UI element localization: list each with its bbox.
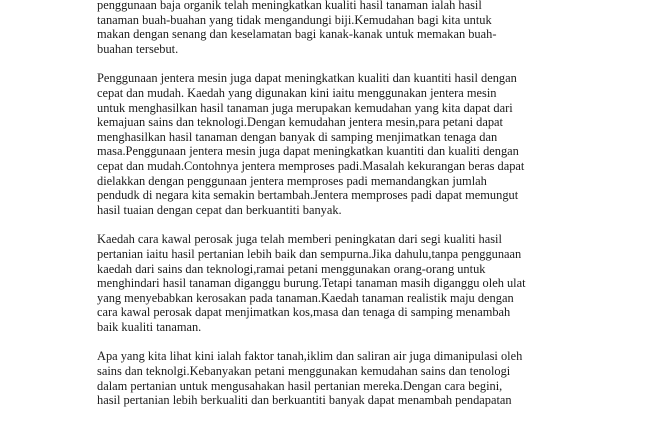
paragraph-faktor-tanah <box>97 349 567 407</box>
text-line: pendudk di negara kita semakin bertambah.Jentera memproses padi dapat memungut <box>97 188 519 203</box>
text-line: Penggunaan jentera mesin juga dapat meningkatkan kualiti dan kuantiti hasil dengan <box>97 71 517 86</box>
document-body <box>97 0 567 423</box>
text-line: pertanian iaitu hasil pertanian lebih baik dan sempurna.Jika dahulu,tanpa penggunaan <box>97 246 522 261</box>
text-line: masa.Penggunaan jentera mesin juga dapat meningkatkan kuantiti dan kualiti dengan <box>97 144 519 159</box>
text-line: makan dengan senang dan keselamatan bagi kanak-kanak untuk memakan buah- <box>97 27 497 42</box>
text-line: cepat dan mudah.Contohnya jentera memproses padi.Masalah kekurangan beras dapat <box>97 158 525 173</box>
text-line: dielakkan dengan penggunaan jentera memproses padi memandangkan jumlah <box>97 173 487 188</box>
text-line: kaedah dari sains dan teknologi,ramai petani menggunakan orang-orang untuk <box>97 261 486 276</box>
text-line: penggunaan baja organik telah meningkatkan kualiti hasil tanaman ialah hasil <box>97 0 482 12</box>
text-line: cara kawal perosak dapat menjimatkan kos,masa dan tenaga di samping menambah <box>97 305 511 320</box>
text-line: Apa yang kita lihat kini ialah faktor tanah,iklim dan saliran air juga dimanipulasi oleh <box>97 349 523 364</box>
text-line: hasil pertanian lebih berkualiti dan berkuantiti banyak dapat menambah pendapatan <box>97 393 512 408</box>
text-line: untuk menghasilkan hasil tanaman juga merupakan kemudahan yang kita dapat dari <box>97 100 513 115</box>
text-line: sains dan teknolgi.Kebanyakan petani menggunakan kemudahan sains dan tenologi <box>97 364 511 379</box>
text-line: cepat dan mudah. Kaedah yang digunakan kini iaitu menggunakan jentera mesin <box>97 85 497 100</box>
paragraph-jentera-mesin <box>97 71 567 217</box>
text-line: buahan tersebut. <box>97 41 179 56</box>
text-line: dalam pertanian untuk mengusahakan hasil pertanian mereka.Dengan cara begini, <box>97 378 503 393</box>
text-line: tanaman buah-buahan yang tidak mengandungi biji.Kemudahan bagi kita untuk <box>97 12 492 27</box>
text-line: kemajuan sains dan teknologi.Dengan kemudahan jentera mesin,para petani dapat <box>97 115 503 130</box>
paragraph-baja-organik <box>97 0 567 56</box>
text-line: yang menyebabkan kerosakan pada tanaman.Kaedah tanaman realistik maju dengan <box>97 290 514 305</box>
text-line: menghindari hasil tanaman diganggu burung.Tetapi tanaman masih diganggu oleh ulat <box>97 276 526 291</box>
text-line: baik kualiti tanaman. <box>97 319 202 334</box>
text-line: menghasilkan hasil tanaman dengan banyak di samping menjimatkan tenaga dan <box>97 129 498 144</box>
text-line: Kaedah cara kawal perosak juga telah memberi peningkatan dari segi kualiti hasil <box>97 232 502 247</box>
paragraph-kawal-perosak <box>97 232 567 334</box>
text-line: hasil tuaian dengan cepat dan berkuantiti banyak. <box>97 202 342 217</box>
